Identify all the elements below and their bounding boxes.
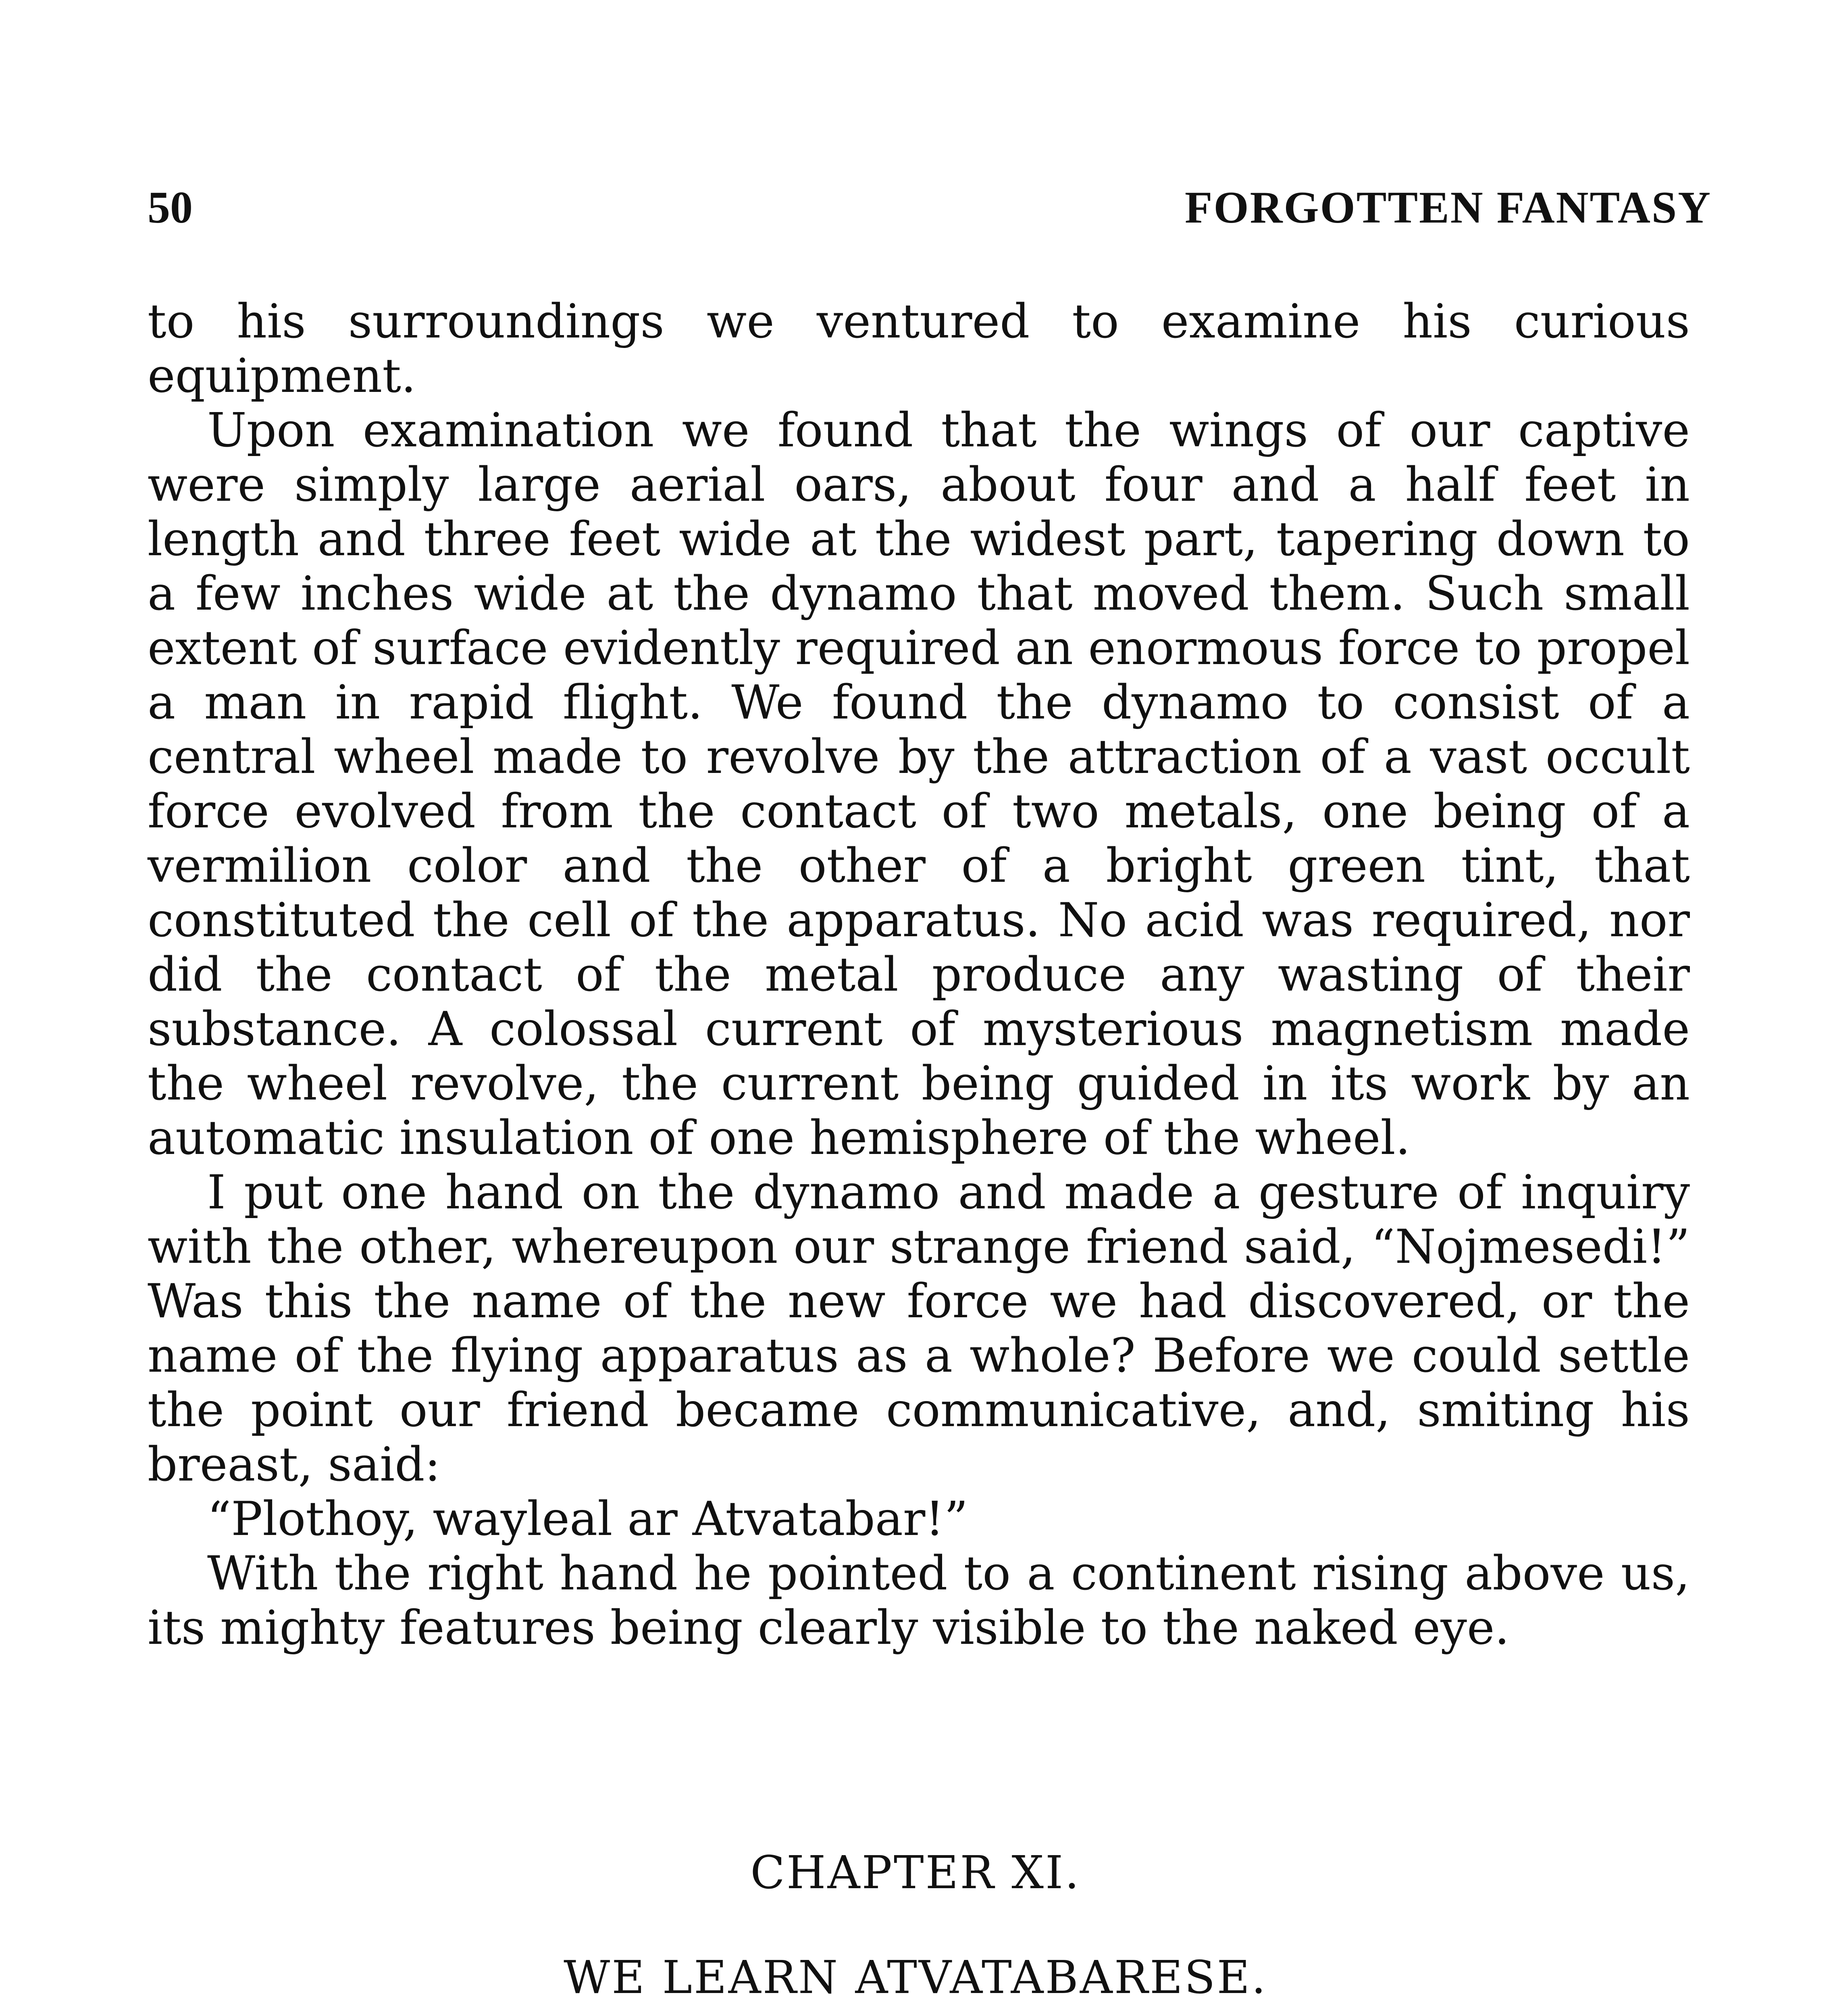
paragraph: Upon examination we found that the wings of our captive were simply large aerial oars, about four and a half feet in length and three feet wide at the widest part, tapering down to a few inches wide at the dynamo that moved them. Such small extent of surface evidently required an enormous force to propel a man in rapid flight. We found the dynamo to consist of a central wheel made to revolve by the attraction of a vast occult force evolved from the contact of two metals, one being of a vermilion color and the other of a bright green tint, that constituted the cell of the apparatus. No acid was required, nor did the contact of the metal produce any wasting of their substance. A colossal current of mysterious magnetism made the wheel revolve, the current being guided in its work by an automatic insulation of one hemisphere of the wheel.	[148, 403, 1690, 1165]
chapter-number: CHAPTER XI.	[750, 1847, 1081, 1899]
paragraph-continued: to his surroundings we ventured to examine his curious equipment.	[148, 294, 1690, 403]
paragraph: “Plothoy, wayleal ar Atvatabar!”	[207, 1492, 968, 1546]
chapter-title: WE LEARN ATVATABARESE.	[564, 1951, 1267, 2004]
text-block-top	[148, 294, 1690, 1655]
paragraph: With the right hand he pointed to a continent rising above us, its mighty features being clearly visible to the naked eye.	[148, 1546, 1690, 1655]
page-number: 50	[148, 183, 193, 233]
paragraph: I put one hand on the dynamo and made a gesture of inquiry with the other, whereupon our strange friend said, “Nojmesedi!” Was this the name of the new force we had discovered, or the name of the flying apparatus as a whole? Before we could settle the point our friend became communicative, and, smiting his breast, said:	[148, 1165, 1690, 1492]
running-head: FORGOTTEN FANTASY	[1185, 183, 1712, 233]
page-header	[148, 177, 1712, 238]
